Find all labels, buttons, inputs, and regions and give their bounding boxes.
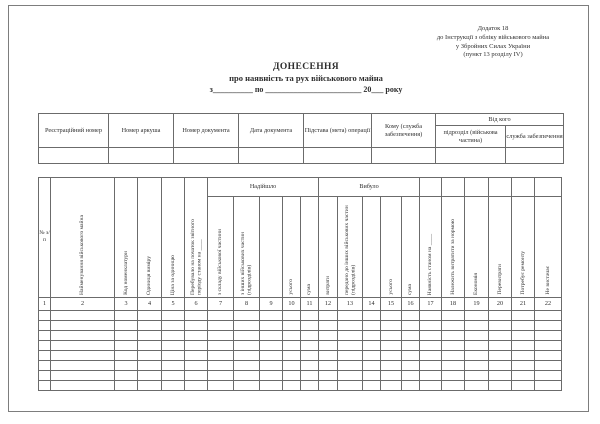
data-cell bbox=[338, 341, 363, 351]
data-cell bbox=[138, 341, 162, 351]
col-number: 6 bbox=[185, 298, 208, 311]
doc-info-empty-row bbox=[39, 148, 564, 164]
data-cell bbox=[138, 371, 162, 381]
col-22-label: Не вистачає bbox=[544, 266, 551, 295]
col-10-header bbox=[283, 197, 301, 298]
page-title: ДОНЕСЕННЯ bbox=[272, 62, 340, 72]
col-17-label: Наявність станом на ____ bbox=[427, 233, 434, 295]
data-cell bbox=[51, 321, 115, 331]
col-12-label: витрати bbox=[324, 276, 331, 295]
table-row bbox=[39, 311, 562, 321]
data-cell bbox=[283, 361, 301, 371]
data-cell bbox=[39, 331, 51, 341]
data-cell bbox=[185, 341, 208, 351]
col-2-label: Найменування військового майна bbox=[79, 215, 86, 295]
data-cell bbox=[115, 311, 138, 321]
col-number: 19 bbox=[465, 298, 489, 311]
page-subtitle: про наявність та рух військового майна bbox=[229, 73, 383, 83]
col-18-header bbox=[442, 197, 465, 298]
col-number: 2 bbox=[51, 298, 115, 311]
col-number: 7 bbox=[208, 298, 234, 311]
data-cell bbox=[442, 351, 465, 361]
data-cell bbox=[138, 311, 162, 321]
data-cell bbox=[234, 351, 260, 361]
data-cell bbox=[301, 311, 319, 321]
data-cell bbox=[363, 371, 381, 381]
data-cell bbox=[381, 351, 402, 361]
data-cell bbox=[489, 361, 512, 371]
doc-info-table bbox=[38, 113, 564, 164]
data-cell bbox=[535, 351, 562, 361]
data-cell bbox=[363, 351, 381, 361]
col-7-label: з складу військової частини bbox=[217, 228, 224, 295]
table-row bbox=[39, 371, 562, 381]
data-cell bbox=[465, 341, 489, 351]
data-cell bbox=[489, 321, 512, 331]
data-cell bbox=[338, 371, 363, 381]
data-cell bbox=[283, 341, 301, 351]
data-cell bbox=[535, 321, 562, 331]
data-cell bbox=[465, 361, 489, 371]
col-13-label: передано до інших військових частин (підрозділів) bbox=[343, 205, 356, 295]
data-cell bbox=[162, 361, 185, 371]
data-cell bbox=[442, 371, 465, 381]
data-cell bbox=[420, 321, 442, 331]
data-cell bbox=[381, 341, 402, 351]
data-cell bbox=[465, 321, 489, 331]
col-21-top-cell bbox=[512, 178, 535, 197]
col-21-label: Потребує ремонту bbox=[519, 251, 526, 295]
table-row bbox=[39, 381, 562, 391]
data-cell bbox=[260, 311, 283, 321]
data-cell bbox=[465, 381, 489, 391]
data-cell bbox=[260, 371, 283, 381]
col-number: 20 bbox=[489, 298, 512, 311]
data-cell bbox=[512, 371, 535, 381]
col-1-label: № з/п bbox=[39, 230, 50, 243]
data-cell bbox=[363, 321, 381, 331]
data-cell bbox=[465, 331, 489, 341]
col-18-label: Належить витратити за нормою bbox=[449, 219, 456, 295]
data-cell bbox=[319, 381, 338, 391]
doc-info-header-doc-number: Номер документа bbox=[174, 114, 239, 148]
col-11-header bbox=[301, 197, 319, 298]
data-cell bbox=[338, 381, 363, 391]
data-cell bbox=[283, 381, 301, 391]
col-10-label: усього bbox=[288, 279, 295, 295]
appendix-line: Додаток 18 bbox=[477, 25, 509, 32]
data-cell bbox=[234, 311, 260, 321]
doc-info-cell bbox=[39, 148, 109, 164]
data-cell bbox=[319, 311, 338, 321]
data-cell bbox=[420, 331, 442, 341]
col-number: 15 bbox=[381, 298, 402, 311]
data-cell bbox=[138, 351, 162, 361]
data-cell bbox=[381, 321, 402, 331]
data-cell bbox=[319, 321, 338, 331]
data-cell bbox=[535, 371, 562, 381]
col-number: 12 bbox=[319, 298, 338, 311]
doc-info-cell bbox=[109, 148, 174, 164]
data-cell bbox=[442, 331, 465, 341]
col-21-header bbox=[512, 197, 535, 298]
col-15-header bbox=[381, 197, 402, 298]
col-number: 13 bbox=[338, 298, 363, 311]
data-cell bbox=[234, 361, 260, 371]
table-row bbox=[39, 361, 562, 371]
col-number: 11 bbox=[301, 298, 319, 311]
data-cell bbox=[535, 381, 562, 391]
col-22-header bbox=[535, 197, 562, 298]
data-cell bbox=[283, 311, 301, 321]
report-period-line: з__________ по ________________________ 20___ року bbox=[209, 85, 403, 94]
col-number: 17 bbox=[420, 298, 442, 311]
data-cell bbox=[185, 371, 208, 381]
data-cell bbox=[51, 331, 115, 341]
col-3-label: Код номенклатури bbox=[122, 251, 129, 295]
data-cell bbox=[39, 341, 51, 351]
data-cell bbox=[512, 341, 535, 351]
data-cell bbox=[115, 361, 138, 371]
data-cell bbox=[51, 361, 115, 371]
data-cell bbox=[208, 321, 234, 331]
col-number: 22 bbox=[535, 298, 562, 311]
data-cell bbox=[39, 381, 51, 391]
group-header-received: Надійшло bbox=[208, 178, 319, 197]
data-cell bbox=[512, 361, 535, 371]
data-cell bbox=[138, 361, 162, 371]
doc-info-cell bbox=[436, 148, 506, 164]
col-4-header bbox=[138, 178, 162, 298]
data-cell bbox=[402, 381, 420, 391]
data-cell bbox=[420, 311, 442, 321]
col-14-header bbox=[363, 197, 381, 298]
table-row bbox=[39, 321, 562, 331]
data-cell bbox=[442, 361, 465, 371]
col-number: 1 bbox=[39, 298, 51, 311]
data-cell bbox=[465, 311, 489, 321]
col-16-header bbox=[402, 197, 420, 298]
doc-info-header-sheet-number: Номер аркуша bbox=[109, 114, 174, 148]
data-cell bbox=[51, 351, 115, 361]
data-cell bbox=[420, 351, 442, 361]
doc-info-cell bbox=[174, 148, 239, 164]
data-cell bbox=[442, 311, 465, 321]
table-row bbox=[39, 351, 562, 361]
data-cell bbox=[319, 361, 338, 371]
data-cell bbox=[442, 321, 465, 331]
data-cell bbox=[208, 361, 234, 371]
col-12-header bbox=[319, 197, 338, 298]
data-cell bbox=[442, 341, 465, 351]
data-cell bbox=[489, 341, 512, 351]
data-cell bbox=[319, 341, 338, 351]
col-number: 18 bbox=[442, 298, 465, 311]
data-cell bbox=[402, 351, 420, 361]
col-6-label: Перебувало на початок звітного періоду станом на ____ bbox=[189, 219, 202, 295]
col-11-label: сума bbox=[306, 283, 313, 295]
data-cell bbox=[301, 381, 319, 391]
col-19-top-cell bbox=[465, 178, 489, 197]
col-17-top-cell bbox=[420, 178, 442, 197]
data-cell bbox=[138, 321, 162, 331]
data-cell bbox=[162, 381, 185, 391]
main-table bbox=[38, 177, 562, 391]
appendix-line: (пункт 13 розділу IV) bbox=[463, 51, 523, 59]
col-number: 5 bbox=[162, 298, 185, 311]
col-19-label: Економія bbox=[473, 273, 480, 295]
data-cell bbox=[162, 331, 185, 341]
data-cell bbox=[402, 331, 420, 341]
data-cell bbox=[489, 371, 512, 381]
data-cell bbox=[512, 311, 535, 321]
data-cell bbox=[402, 371, 420, 381]
appendix-line: до Інструкції з обліку військового майна bbox=[436, 33, 550, 41]
data-cell bbox=[51, 371, 115, 381]
data-cell bbox=[402, 311, 420, 321]
data-cell bbox=[420, 361, 442, 371]
data-cell bbox=[402, 321, 420, 331]
col-5-header bbox=[162, 178, 185, 298]
data-cell bbox=[381, 381, 402, 391]
col-7-header bbox=[208, 197, 234, 298]
data-cell bbox=[208, 331, 234, 341]
data-cell bbox=[138, 331, 162, 341]
col-8-header bbox=[234, 197, 260, 298]
table-row bbox=[39, 341, 562, 351]
data-cell bbox=[512, 331, 535, 341]
col-9-header bbox=[260, 197, 283, 298]
data-cell bbox=[115, 331, 138, 341]
data-cell bbox=[381, 331, 402, 341]
data-cell bbox=[234, 381, 260, 391]
data-cell bbox=[283, 321, 301, 331]
col-number: 21 bbox=[512, 298, 535, 311]
col-6-header bbox=[185, 178, 208, 298]
data-cell bbox=[363, 361, 381, 371]
data-cell bbox=[420, 371, 442, 381]
data-cell bbox=[208, 341, 234, 351]
data-cell bbox=[489, 331, 512, 341]
data-cell bbox=[402, 361, 420, 371]
data-cell bbox=[115, 321, 138, 331]
col-number: 9 bbox=[260, 298, 283, 311]
data-cell bbox=[512, 321, 535, 331]
data-cell bbox=[185, 311, 208, 321]
data-cell bbox=[39, 361, 51, 371]
col-4-label: Одиниця виміру bbox=[146, 255, 153, 295]
col-number: 14 bbox=[363, 298, 381, 311]
column-number-row bbox=[39, 298, 562, 311]
col-19-header bbox=[465, 197, 489, 298]
data-cell bbox=[283, 371, 301, 381]
data-cell bbox=[162, 351, 185, 361]
data-cell bbox=[301, 351, 319, 361]
data-cell bbox=[465, 371, 489, 381]
doc-info-cell bbox=[372, 148, 436, 164]
col-8-label: з інших військових частин (підрозділів) bbox=[240, 231, 253, 295]
data-cell bbox=[115, 371, 138, 381]
col-2-header bbox=[51, 178, 115, 298]
col-16-label: сума bbox=[407, 283, 414, 295]
data-cell bbox=[512, 381, 535, 391]
col-5-label: Ціна за одиницю bbox=[169, 254, 176, 295]
data-cell bbox=[535, 361, 562, 371]
data-cell bbox=[338, 361, 363, 371]
data-cell bbox=[115, 381, 138, 391]
data-cell bbox=[363, 381, 381, 391]
data-cell bbox=[51, 381, 115, 391]
data-cell bbox=[234, 331, 260, 341]
data-cell bbox=[208, 371, 234, 381]
data-cell bbox=[185, 361, 208, 371]
data-cell bbox=[260, 331, 283, 341]
data-cell bbox=[185, 321, 208, 331]
data-cell bbox=[381, 371, 402, 381]
data-cell bbox=[260, 341, 283, 351]
data-cell bbox=[402, 341, 420, 351]
col-1-header bbox=[39, 178, 51, 298]
data-cell bbox=[234, 371, 260, 381]
appendix-block bbox=[398, 25, 588, 60]
data-cell bbox=[301, 331, 319, 341]
data-cell bbox=[39, 351, 51, 361]
data-cell bbox=[301, 341, 319, 351]
data-cell bbox=[162, 341, 185, 351]
data-cell bbox=[162, 371, 185, 381]
data-cell bbox=[442, 381, 465, 391]
col-number: 16 bbox=[402, 298, 420, 311]
data-cell bbox=[535, 331, 562, 341]
data-cell bbox=[208, 351, 234, 361]
data-cell bbox=[535, 311, 562, 321]
data-cell bbox=[185, 381, 208, 391]
data-cell bbox=[381, 361, 402, 371]
data-cell bbox=[301, 361, 319, 371]
doc-info-subheader-supply-service: служба забезпечення bbox=[506, 126, 564, 148]
data-cell bbox=[260, 321, 283, 331]
data-cell bbox=[363, 331, 381, 341]
data-cell bbox=[489, 311, 512, 321]
col-22-top-cell bbox=[535, 178, 562, 197]
data-cell bbox=[208, 311, 234, 321]
data-cell bbox=[420, 381, 442, 391]
data-cell bbox=[51, 341, 115, 351]
data-cell bbox=[512, 351, 535, 361]
col-number: 3 bbox=[115, 298, 138, 311]
data-cell bbox=[319, 371, 338, 381]
doc-info-header-operation-basis: Підстава (мета) операції bbox=[304, 114, 372, 148]
doc-info-header-doc-date: Дата документа bbox=[239, 114, 304, 148]
col-number: 10 bbox=[283, 298, 301, 311]
col-13-header bbox=[338, 197, 363, 298]
data-cell bbox=[381, 311, 402, 321]
data-cell bbox=[39, 311, 51, 321]
data-cell bbox=[319, 331, 338, 341]
data-cell bbox=[301, 321, 319, 331]
data-cell bbox=[162, 321, 185, 331]
col-20-header bbox=[489, 197, 512, 298]
data-cell bbox=[338, 311, 363, 321]
doc-info-header-reg-number: Реєстраційний номер bbox=[39, 114, 109, 148]
doc-info-cell bbox=[506, 148, 564, 164]
data-cell bbox=[260, 381, 283, 391]
data-cell bbox=[39, 371, 51, 381]
data-cell bbox=[260, 351, 283, 361]
data-cell bbox=[338, 351, 363, 361]
data-cell bbox=[420, 341, 442, 351]
data-cell bbox=[489, 351, 512, 361]
group-header-disposed: Вибуло bbox=[319, 178, 420, 197]
table-row bbox=[39, 331, 562, 341]
data-cell bbox=[535, 341, 562, 351]
data-cell bbox=[489, 381, 512, 391]
data-cell bbox=[283, 331, 301, 341]
col-3-header bbox=[115, 178, 138, 298]
col-number: 8 bbox=[234, 298, 260, 311]
data-cell bbox=[39, 321, 51, 331]
data-cell bbox=[319, 351, 338, 361]
data-cell bbox=[115, 351, 138, 361]
col-number: 4 bbox=[138, 298, 162, 311]
col-20-label: Перевитрати bbox=[496, 264, 503, 295]
data-cell bbox=[338, 331, 363, 341]
data-cell bbox=[260, 361, 283, 371]
col-17-header bbox=[420, 197, 442, 298]
col-15-label: усього bbox=[387, 279, 394, 295]
data-cell bbox=[338, 321, 363, 331]
col-20-top-cell bbox=[489, 178, 512, 197]
doc-info-cell bbox=[239, 148, 304, 164]
data-cell bbox=[363, 341, 381, 351]
data-cell bbox=[162, 311, 185, 321]
doc-info-subheader-unit: підрозділ (військова частина) bbox=[436, 126, 506, 148]
data-cell bbox=[301, 371, 319, 381]
doc-info-header-to-whom: Кому (служба забезпечення) bbox=[372, 114, 436, 148]
doc-info-cell bbox=[304, 148, 372, 164]
data-cell bbox=[234, 321, 260, 331]
data-cell bbox=[283, 351, 301, 361]
title-block bbox=[20, 62, 592, 94]
data-cell bbox=[51, 311, 115, 321]
data-cell bbox=[465, 351, 489, 361]
data-cell bbox=[208, 381, 234, 391]
doc-info-header-from-whom: Від кого bbox=[436, 114, 564, 126]
data-cell bbox=[138, 381, 162, 391]
appendix-line: у Збройних Силах України bbox=[455, 42, 531, 50]
data-cell bbox=[185, 331, 208, 341]
data-cell bbox=[115, 341, 138, 351]
data-cell bbox=[185, 351, 208, 361]
data-cell bbox=[363, 311, 381, 321]
col-18-top-cell bbox=[442, 178, 465, 197]
data-cell bbox=[234, 341, 260, 351]
